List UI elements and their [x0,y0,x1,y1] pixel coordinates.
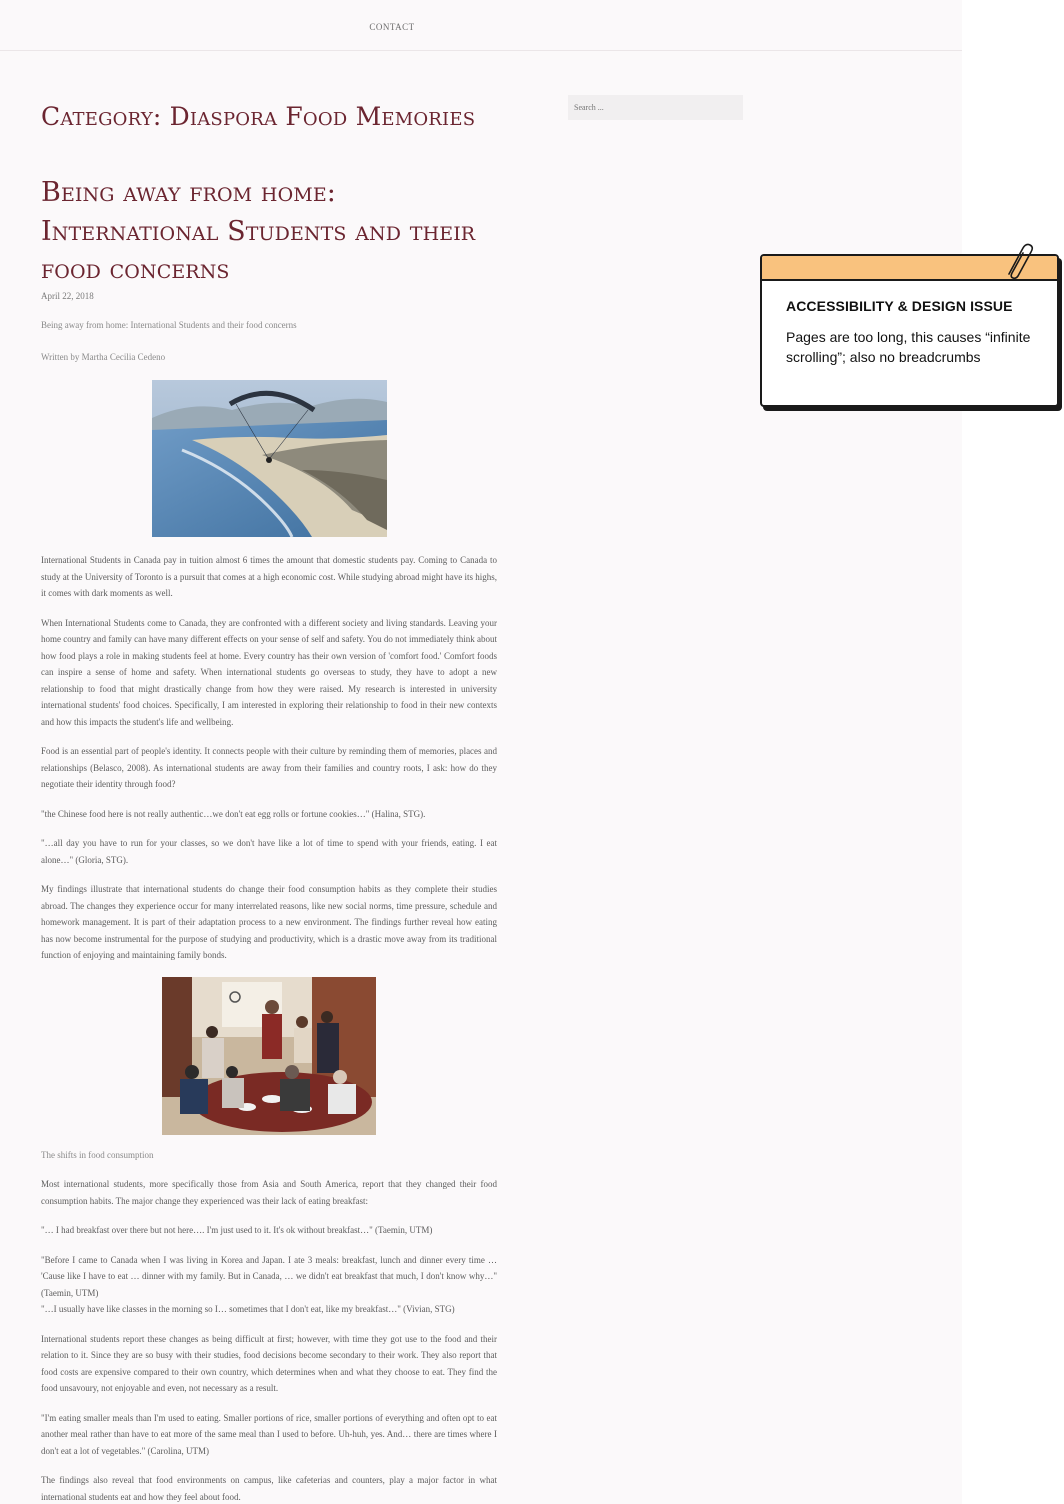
post-quote: "Before I came to Canada when I was living in Korea and Japan. I ate 3 meals: breakfast, lunch and dinner every time … 'Cause like I have to eat … dinner with my family. But in Canada, … we didn't eat breakfast that much, I don't know why…" (Taemin, UTM) [41,1254,497,1298]
post-paragraph: When International Students come to Canada, they are confronted with a different society and living standards. Leaving your home country and family can have many different effects on your sense of self and safety. You do not immediately think about how food plays a role in making students feel at home. Every country has their own version of 'comfort food.' Comfort foods can inspire a sense of home and safety. When international students go overseas to study, they have to adopt a new relationship to food that might drastically change from how they were raised. My research is interested in university international students' food choices. Specifically, I am interested in exploring their relationship to food in their new contexts and how this impacts the student's life and wellbeing. [41,617,497,727]
post-content [41,552,497,1504]
post-subtitle: Being away from home: International Students and their food concerns [41,320,297,330]
post-paragraph: International students report these changes as being difficult at first; however, with time they got use to the food and their relation to it. Since they are so busy with their studies, food decisions become secondary to their work. They also report that food costs are expensive compared to their own country, which determines when and what they choose to eat. They find the food unsavoury, not enjoyable and even, not necessary as a result. [41,1333,497,1393]
nav-link-contact[interactable]: CONTACT [369,22,415,32]
search-input[interactable] [568,95,743,120]
post-quote: "I'm eating smaller meals than I'm used to eating. Smaller portions of rice, smaller portions of everything and often opt to eat another meal rather than have to eat more of the same meal than I used to before. Uh-huh, yes. And… there are times where I don't eat a lot of vegetables." (Carolina, UTM) [41,1412,497,1456]
paraglider-beach-image [152,380,387,537]
post-quote: "…all day you have to run for your classes, so we don't have like a lot of time to spend with your friends, eating. I eat alone…" (Gloria, STG). [41,838,497,865]
post-caption: The shifts in food consumption [41,1149,154,1160]
annotation-title: ACCESSIBILITY & DESIGN ISSUE [786,298,1013,314]
post-paragraph: International Students in Canada pay in tuition almost 6 times the amount that domestic students pay. Coming to Canada to study at the University of Toronto is a pursuit that comes at a high economic cost. While studying abroad might have its highs, it comes with dark moments as well. [41,555,497,598]
annotation-note [760,254,1059,407]
paperclip-icon [1001,242,1035,280]
post-paragraph: My findings illustrate that international students do change their food consumption habits as they complete their studies abroad. The changes they experience occur for many interrelated reasons, like new social norms, time pressure, schedule and homework management. It is part of their adaptation process to a new environment. The findings further reveal how eating has now become instrumental for the purpose of studying and productivity, which is a drastic move away from its traditional function of enjoying and maintaining family bonds. [41,884,497,960]
post-quote: "the Chinese food here is not really authentic…we don't eat egg rolls or fortune cookies…" (Halina, STG). [41,808,426,819]
post-quote: "… I had breakfast over there but not here…. I'm just used to it. It's ok without breakfast…" (Taemin, UTM) [41,1225,433,1235]
post-paragraph: The findings also reveal that food environments on campus, like cafeterias and counters, play a major factor in what international students eat and how they feel about food. [41,1475,497,1502]
category-title: Category: Diaspora Food Memories [41,102,476,131]
post-quote: "…I usually have like classes in the morning so I… sometimes that I don't eat, like my breakfast…" (Vivian, STG) [41,1304,455,1314]
family-dinner-image [162,977,376,1135]
post-author: Written by Martha Cecilia Cedeno [41,352,166,362]
post-paragraph: Food is an essential part of people's identity. It connects people with their culture by reminding them of memories, places and relationships (Belasco, 2008). As international students are away from their families and country roots, I ask: how do they negotiate their identity through food? [41,746,497,789]
post-date[interactable]: April 22, 2018 [41,291,94,301]
site-header [0,0,962,51]
post-paragraph: Most international students, more specifically those from Asia and South America, report that they changed their food consumption habits. The major change they experienced was their lack of eating breakfast: [41,1179,497,1206]
annotation-body: Pages are too long, this causes “infinite scrolling”; also no breadcrumbs [786,329,1031,365]
post-title[interactable]: Being away from home: International Students and their food concerns [41,177,476,285]
